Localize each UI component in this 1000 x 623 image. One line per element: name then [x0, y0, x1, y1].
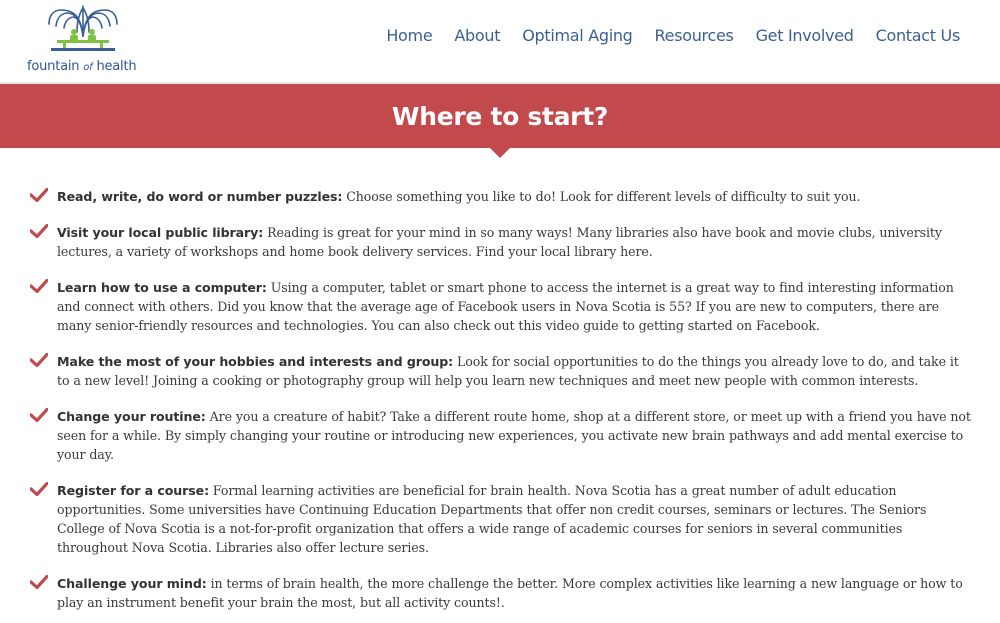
fountain-of-health-logo[interactable] — [22, 2, 147, 77]
tip-text: Reading is great for your mind in so many ways! Many libraries also have book and movie clubs, university lectures, a variety of workshops and home book delivery services. Find your local library here. — [57, 225, 942, 259]
banner-pointer — [490, 148, 510, 158]
tip-text: Choose something you like to do! Look for different levels of difficulty to suit you. — [342, 189, 861, 204]
tip-title: Learn how to use a computer: — [57, 280, 267, 295]
nav-optimal-aging[interactable]: Optimal Aging — [522, 26, 633, 45]
site-header — [0, 0, 1000, 84]
tip-text: Look for social opportunities to do the things you already love to do, and take it to a new level! Joining a cooking or photography group will help you learn new techniques and meet new people with common interests. — [57, 354, 959, 388]
logo-wordmark: fountain of health — [27, 59, 137, 74]
tip-title: Visit your local public library: — [57, 225, 264, 240]
tip-title: Change your routine: — [57, 409, 206, 424]
checkmark-icon — [30, 482, 48, 496]
checkmark-icon — [30, 188, 48, 202]
checkmark-icon — [30, 279, 48, 293]
nav-about[interactable]: About — [454, 26, 501, 45]
tips-list — [0, 148, 1000, 612]
list-item — [30, 187, 972, 206]
list-item — [30, 352, 972, 390]
nav-home[interactable]: Home — [386, 26, 433, 45]
fountain-icon — [47, 2, 119, 54]
nav-resources[interactable]: Resources — [654, 26, 734, 45]
list-item — [30, 481, 972, 557]
list-item — [30, 407, 972, 464]
nav-contact-us[interactable]: Contact Us — [875, 26, 960, 45]
tip-title: Make the most of your hobbies and interests and group: — [57, 354, 454, 369]
checkmark-icon — [30, 408, 48, 422]
section-title: Where to start? — [391, 101, 609, 131]
nav-get-involved[interactable]: Get Involved — [755, 26, 854, 45]
list-item — [30, 574, 972, 612]
tip-text: Using a computer, tablet or smart phone to access the internet is a great way to find interesting information and connect with others. Did you know that the average age of Facebook users in Nova Scotia is 55? If you are new to computers, there are many senior-friendly resources and technologies. You can also check out this video guide to getting started on Facebook. — [57, 280, 954, 333]
tip-title: Register for a course: — [57, 483, 209, 498]
tip-title: Challenge your mind: — [57, 576, 207, 591]
tip-text: in terms of brain health, the more challenge the better. More complex activities like learning a new language or how to play an instrument benefit your brain the most, but all activity counts!. — [57, 576, 963, 610]
list-item — [30, 223, 972, 261]
checkmark-icon — [30, 575, 48, 589]
list-item — [30, 278, 972, 335]
section-banner — [0, 84, 1000, 148]
tip-text: Formal learning activities are beneficial for brain health. Nova Scotia has a great number of adult education opportunities. Some universities have Continuing Education Departments that offer non credit courses, seminars or lectures. The Seniors College of Nova Scotia is a not-for-profit organization that offers a wide range of academic courses for seniors in several communities throughout Nova Scotia. Libraries also offer lecture series. — [57, 483, 927, 555]
checkmark-icon — [30, 353, 48, 367]
tip-text: Are you a creature of habit? Take a different route home, shop at a different store, or meet up with a friend you have not seen for a while. By simply changing your routine or introducing new experiences, you activate new brain pathways and add mental exercise to your day. — [57, 409, 971, 462]
tip-title: Read, write, do word or number puzzles: — [57, 189, 343, 204]
checkmark-icon — [30, 224, 48, 238]
main-nav — [364, 26, 960, 45]
